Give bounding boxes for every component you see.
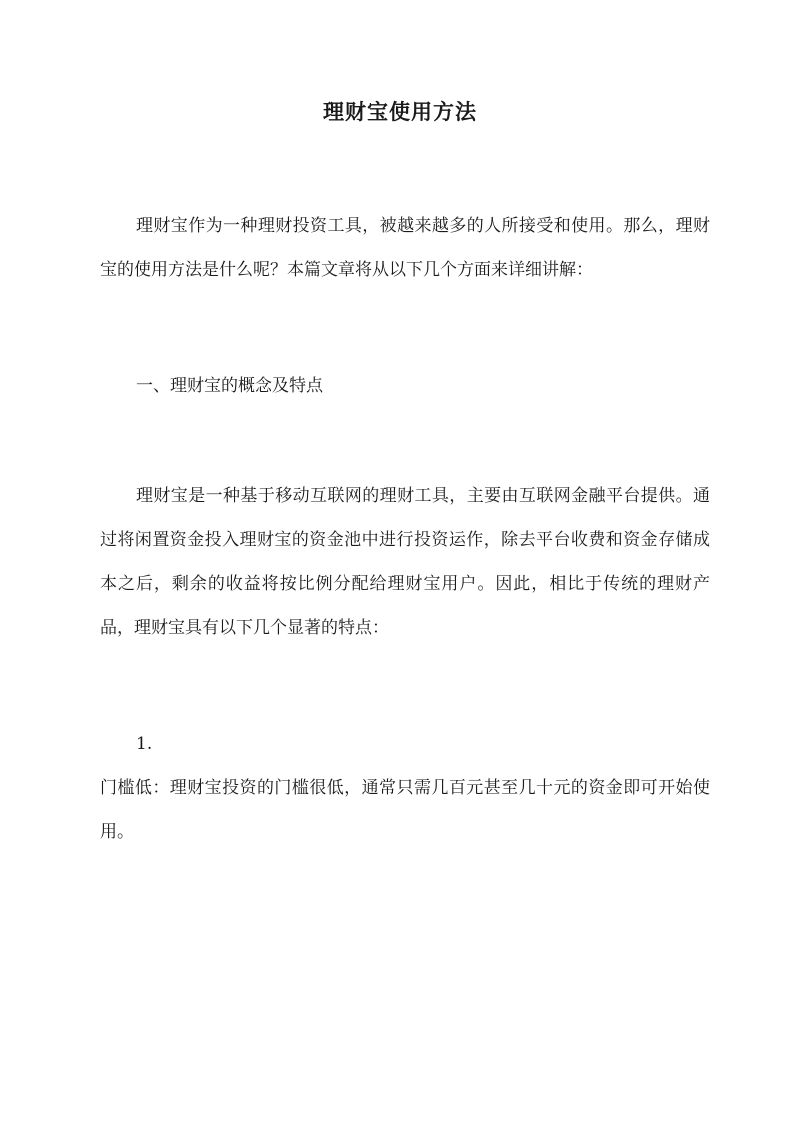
section-body-paragraph: 理财宝是一种基于移动互联网的理财工具，主要由互联网金融平台提供。通过将闲置资金投入理财宝的资金池中进行投资运作，除去平台收费和资金存储成本之后，剩余的收益将按比例分配给理财宝用户。因此，相比于传统的理财产品，理财宝具有以下几个显著的特点： bbox=[100, 486, 710, 638]
list-item-number: 1. bbox=[136, 734, 153, 754]
section-heading: 一、理财宝的概念及特点 bbox=[136, 376, 323, 396]
intro-paragraph: 理财宝作为一种理财投资工具，被越来越多的人所接受和使用。那么，理财宝的使用方法是什么呢？本篇文章将从以下几个方面来详细讲解： bbox=[100, 216, 710, 280]
document-title: 理财宝使用方法 bbox=[323, 99, 477, 124]
list-item-text: 门槛低：理财宝投资的门槛很低，通常只需几百元甚至几十元的资金即可开始使用。 bbox=[100, 778, 710, 842]
